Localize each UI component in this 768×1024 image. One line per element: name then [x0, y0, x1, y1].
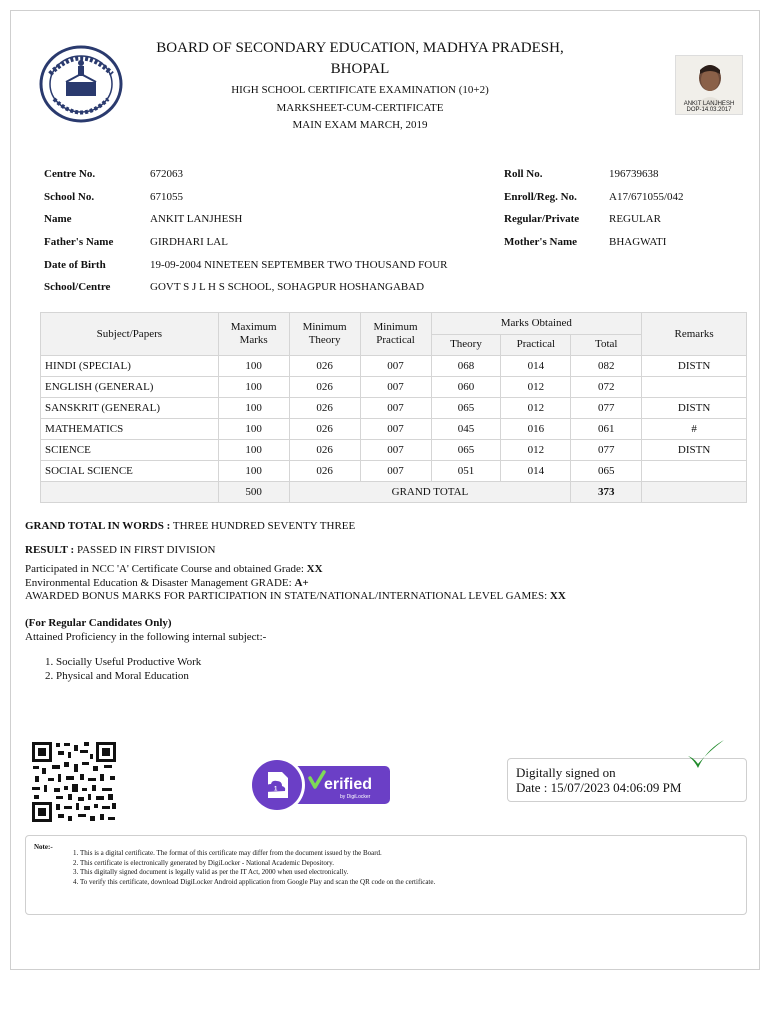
cell-min-theory: 026 [289, 419, 360, 440]
grand-total-label: GRAND TOTAL [289, 482, 571, 503]
cell-total: 061 [571, 419, 642, 440]
school-no-value: 671055 [150, 191, 183, 203]
list-item: 2. Physical and Moral Education [56, 669, 201, 683]
table-row [41, 398, 747, 419]
mother-name-label: Mother's Name [504, 236, 578, 248]
grand-total-words-value: THREE HUNDRED SEVENTY THREE [172, 520, 356, 532]
enroll-no-value: A17/671055/042 [609, 191, 684, 203]
cell-remarks: DISTN [642, 356, 747, 377]
cell-min-theory: 026 [289, 398, 360, 419]
col-header-theory: Theory [431, 334, 501, 356]
cell-theory: 045 [431, 419, 501, 440]
photo-caption-name: ANKIT LANJHESH [683, 101, 735, 107]
marks-table [40, 312, 747, 503]
env-edu-line [25, 577, 309, 589]
digilocker-verified-badge [248, 756, 391, 814]
cell-min-practical: 007 [360, 419, 431, 440]
bonus-marks-value: XX [549, 590, 566, 602]
cell-min-practical: 007 [360, 398, 431, 419]
list-item: 4. To verify this certificate, download DigiLocker Android application from Google Play and scan the QR code on the certificate. [80, 878, 435, 888]
cell-max-marks: 100 [218, 356, 289, 377]
col-header-max-marks: Maximum Marks [218, 313, 289, 356]
cell-subject: SANSKRIT (GENERAL) [41, 398, 219, 419]
cell-min-practical: 007 [360, 461, 431, 482]
regular-private-value: REGULAR [609, 213, 661, 225]
cell-min-practical: 007 [360, 356, 431, 377]
col-header-total: Total [571, 334, 642, 356]
exam-session: MAIN EXAM MARCH, 2019 [292, 119, 428, 131]
list-item: 1. Socially Useful Productive Work [56, 655, 201, 669]
col-header-subject: Subject/Papers [41, 313, 219, 356]
name-value: ANKIT LANJHESH [150, 213, 243, 225]
cell-total: 077 [571, 398, 642, 419]
dob-label: Date of Birth [44, 259, 106, 271]
col-header-min-practical: Minimum Practical [360, 313, 431, 356]
cell-remarks [642, 461, 747, 482]
result-value: PASSED IN FIRST DIVISION [76, 544, 216, 556]
cell-subject: SCIENCE [41, 440, 219, 461]
table-row [41, 356, 747, 377]
cell-total: 072 [571, 377, 642, 398]
cell-min-practical: 007 [360, 440, 431, 461]
grand-total-words-label: GRAND TOTAL IN WORDS : [25, 520, 171, 532]
col-header-remarks: Remarks [642, 313, 747, 356]
cell-remarks: # [642, 419, 747, 440]
exam-name: HIGH SCHOOL CERTIFICATE EXAMINATION (10+2) [231, 84, 489, 96]
cell-min-theory: 026 [289, 440, 360, 461]
col-header-practical: Practical [501, 334, 571, 356]
table-row [41, 419, 747, 440]
bonus-marks-text: AWARDED BONUS MARKS FOR PARTICIPATION IN STATE/NATIONAL/INTERNATIONAL LEVEL GAMES: [25, 590, 548, 602]
list-item: 2. This certificate is electronically generated by DigiLocker - National Academic Depository. [80, 859, 435, 869]
cell-theory: 065 [431, 398, 501, 419]
cell-theory: 065 [431, 440, 501, 461]
table-row [41, 440, 747, 461]
ncc-grade: XX [306, 563, 323, 575]
father-name-value: GIRDHARI LAL [150, 236, 228, 248]
verified-by-text: by DigiLocker [340, 794, 371, 800]
cell-remarks [642, 377, 747, 398]
photo-caption [678, 101, 740, 113]
cell-blank [642, 482, 747, 503]
signed-date: Date : 15/07/2023 04:06:09 PM [516, 780, 682, 795]
cell-min-theory: 026 [289, 461, 360, 482]
mother-name-value: BHAGWATI [609, 236, 667, 248]
cell-theory: 068 [431, 356, 501, 377]
svg-text:1: 1 [274, 786, 278, 793]
cell-min-theory: 026 [289, 377, 360, 398]
list-item: 1. This is a digital certificate. The format of this certificate may differ from the document issued by the Board. [80, 849, 435, 859]
student-photo [675, 55, 743, 115]
grand-total-words [25, 520, 355, 532]
cell-practical: 012 [501, 398, 571, 419]
proficiency-list [40, 655, 201, 683]
cell-total: 082 [571, 356, 642, 377]
grand-total-value: 373 [571, 482, 642, 503]
cell-max-marks: 100 [218, 461, 289, 482]
cell-subject: SOCIAL SCIENCE [41, 461, 219, 482]
grand-total-row [41, 482, 747, 503]
ncc-text: Participated in NCC 'A' Certificate Course and obtained Grade: [25, 563, 304, 575]
check-icon [686, 738, 726, 772]
qr-code [30, 740, 118, 824]
notes-list [68, 849, 435, 887]
school-centre-label: School/Centre [44, 281, 111, 293]
cell-practical: 014 [501, 461, 571, 482]
roll-no-label: Roll No. [504, 168, 543, 180]
regular-private-label: Regular/Private [504, 213, 580, 225]
cell-remarks: DISTN [642, 398, 747, 419]
roll-no-value: 196739638 [609, 168, 659, 180]
col-header-min-theory: Minimum Theory [289, 313, 360, 356]
cell-theory: 051 [431, 461, 501, 482]
env-edu-grade: A+ [294, 577, 309, 589]
regular-candidates-heading: (For Regular Candidates Only) [25, 617, 172, 629]
board-title [150, 38, 570, 80]
signed-line1: Digitally signed on [516, 765, 616, 780]
notes-title: Note:- [34, 843, 53, 851]
school-centre-value: GOVT S J L H S SCHOOL, SOHAGPUR HOSHANGABAD [150, 281, 425, 293]
cell-practical: 012 [501, 440, 571, 461]
table-row [41, 461, 747, 482]
photo-caption-date: DOP-14.03.2017 [686, 107, 732, 113]
cell-total: 065 [571, 461, 642, 482]
board-seal-logo [38, 44, 124, 124]
cell-subject: MATHEMATICS [41, 419, 219, 440]
cell-remarks: DISTN [642, 440, 747, 461]
cell-total: 077 [571, 440, 642, 461]
col-header-marks-obtained: Marks Obtained [431, 313, 642, 335]
cell-max-marks: 100 [218, 440, 289, 461]
list-item: 3. This digitally signed document is legally valid as per the IT Act, 2000 when used electronically. [80, 868, 435, 878]
document-type: MARKSHEET-CUM-CERTIFICATE [276, 102, 444, 114]
verified-text: erified [324, 776, 373, 793]
school-no-label: School No. [44, 191, 95, 203]
bonus-marks-line [25, 590, 566, 602]
cell-blank [41, 482, 219, 503]
total-max-marks: 500 [218, 482, 289, 503]
cell-subject: ENGLISH (GENERAL) [41, 377, 219, 398]
cell-practical: 016 [501, 419, 571, 440]
cell-practical: 012 [501, 377, 571, 398]
cell-subject: HINDI (SPECIAL) [41, 356, 219, 377]
centre-no-label: Centre No. [44, 168, 96, 180]
cell-practical: 014 [501, 356, 571, 377]
cell-min-practical: 007 [360, 377, 431, 398]
centre-no-value: 672063 [150, 168, 183, 180]
proficiency-text: Attained Proficiency in the following internal subject:- [25, 631, 267, 643]
cell-theory: 060 [431, 377, 501, 398]
name-label: Name [44, 213, 72, 225]
cell-min-theory: 026 [289, 356, 360, 377]
cell-max-marks: 100 [218, 419, 289, 440]
result-line [25, 544, 215, 556]
board-title-line2: BHOPAL [330, 61, 390, 77]
table-row [41, 377, 747, 398]
result-label: RESULT : [25, 544, 75, 556]
cell-max-marks: 100 [218, 377, 289, 398]
board-title-line1: BOARD OF SECONDARY EDUCATION, MADHYA PRADESH, [156, 40, 564, 56]
father-name-label: Father's Name [44, 236, 114, 248]
ncc-line [25, 563, 323, 575]
notes-box [25, 835, 747, 915]
dob-value: 19-09-2004 NINETEEN SEPTEMBER TWO THOUSAND FOUR [150, 259, 448, 271]
env-edu-text: Environmental Education & Disaster Management GRADE: [25, 577, 292, 589]
enroll-no-label: Enroll/Reg. No. [504, 191, 577, 203]
cell-max-marks: 100 [218, 398, 289, 419]
